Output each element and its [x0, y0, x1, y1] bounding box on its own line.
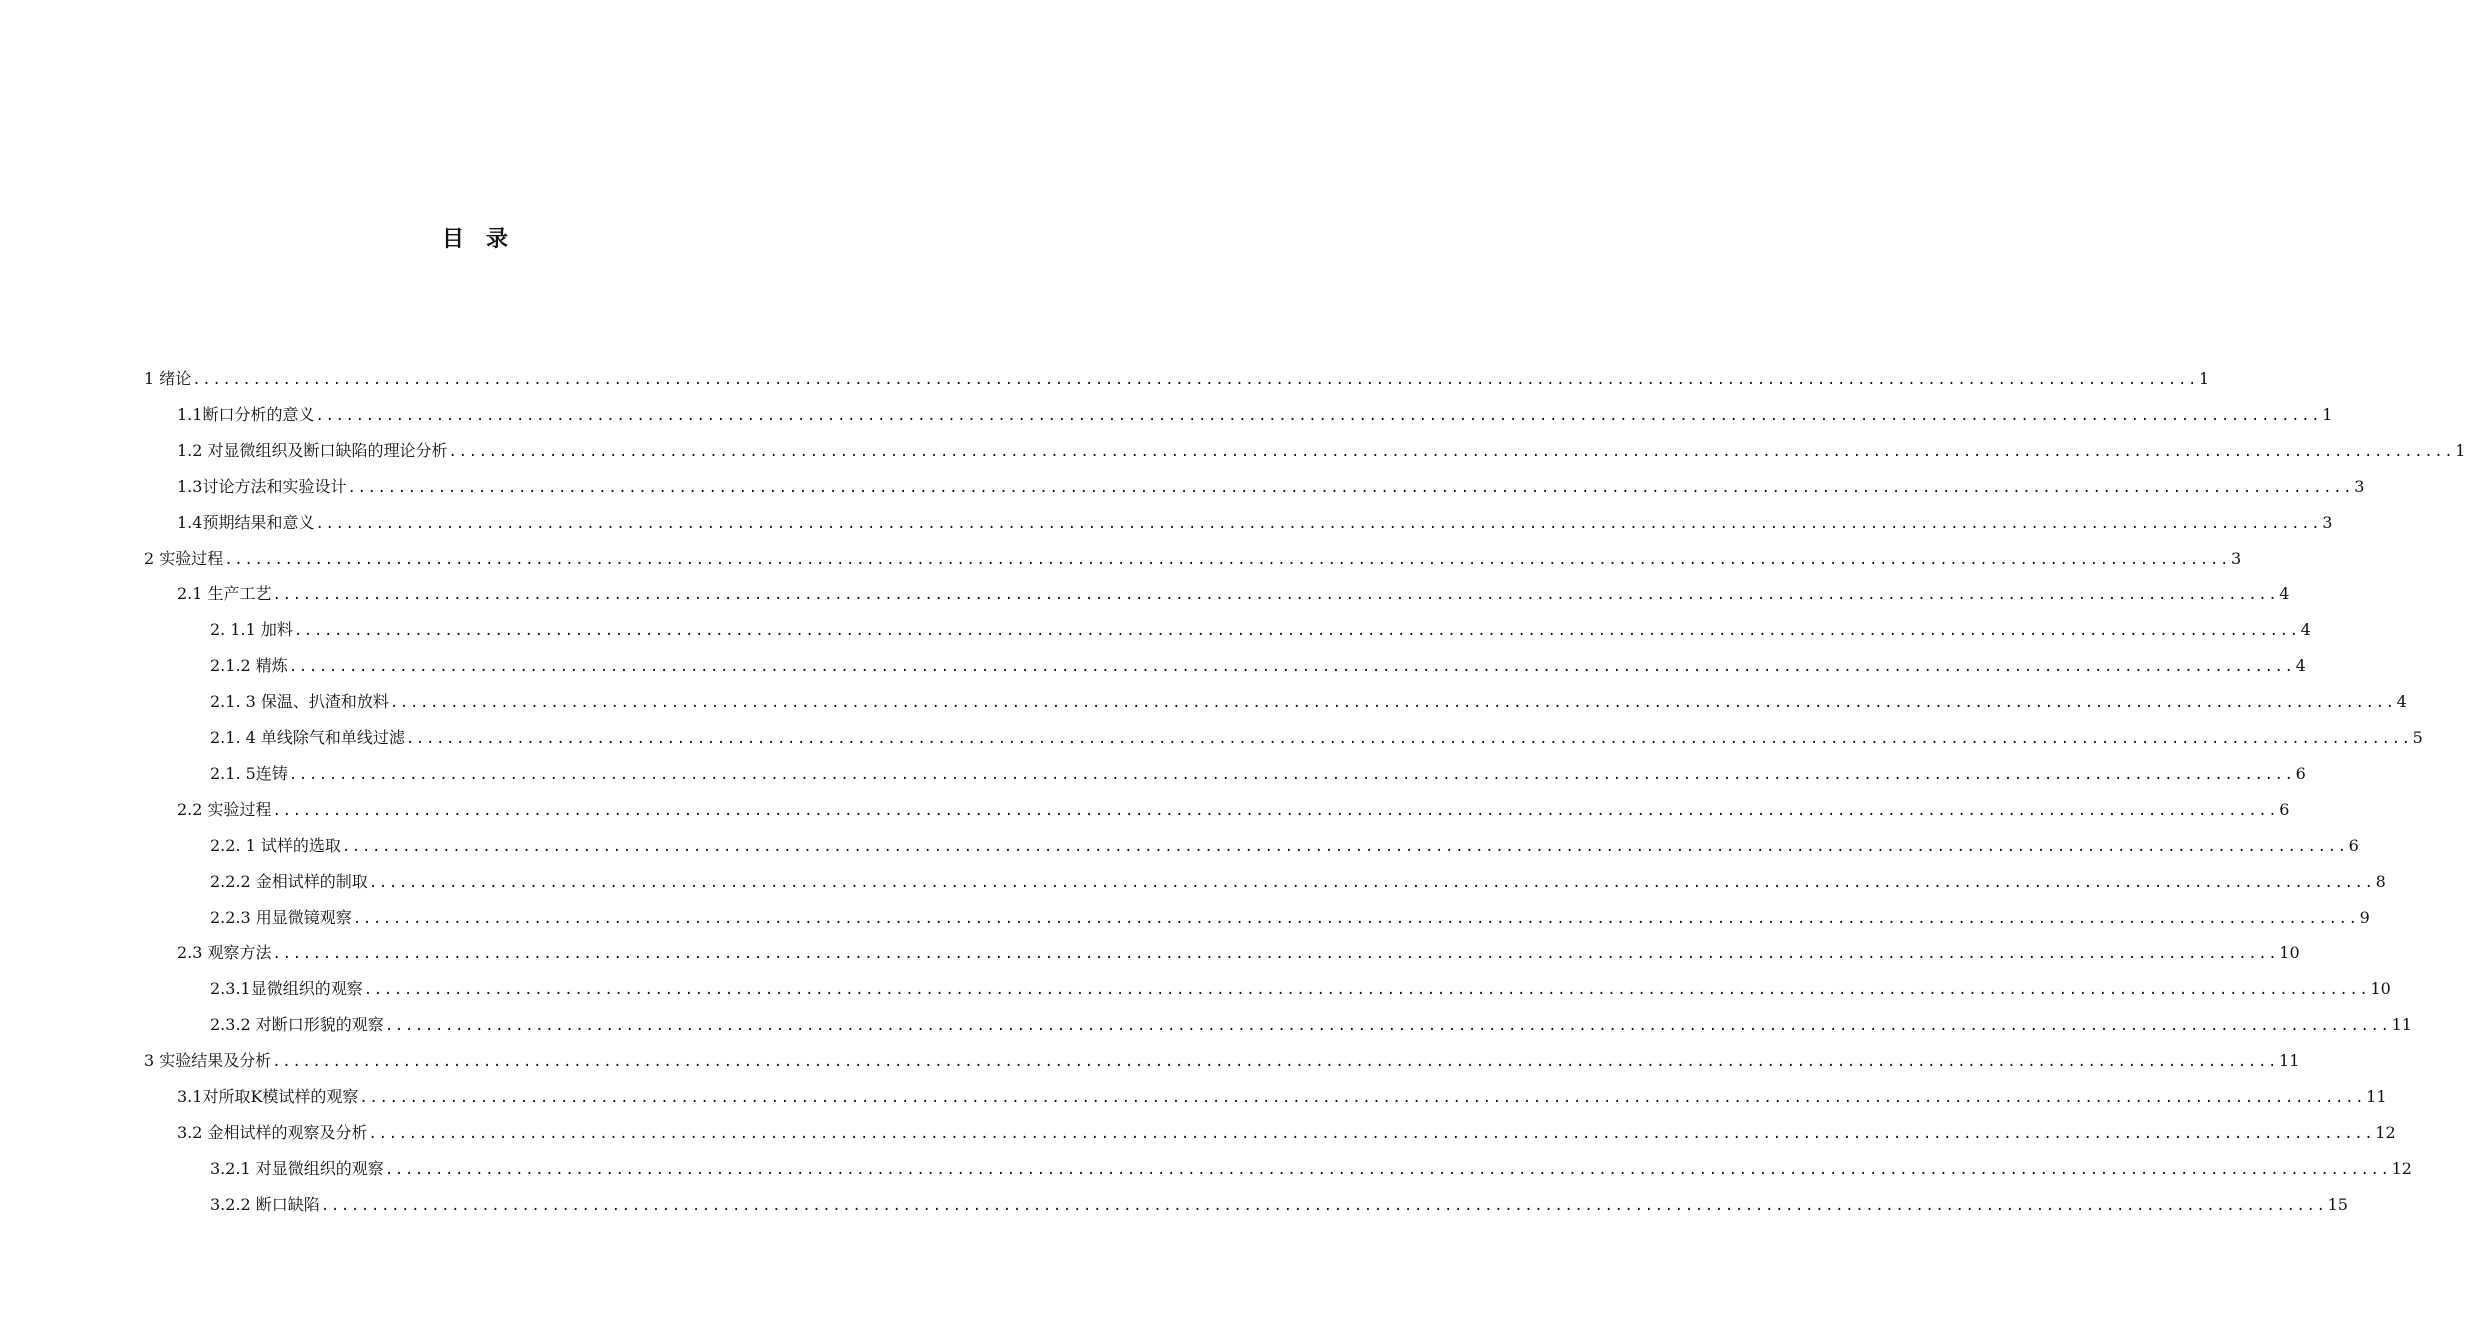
toc-leader-dots: ........................................................................................................................................................................................................ — [384, 1018, 2391, 1035]
toc-page-number: 4 — [2279, 584, 2290, 604]
toc-entry — [210, 763, 2306, 785]
toc-page-number: 12 — [2375, 1122, 2396, 1142]
toc-entry-label: 3.2.1 对显微组织的观察 — [210, 1158, 384, 1178]
toc-leader-dots: ........................................................................................................................................................................................................ — [363, 982, 2370, 999]
toc-entry — [210, 691, 2407, 713]
toc-leader-dots: ........................................................................................................................................................................................................ — [347, 479, 2354, 496]
toc-entry — [210, 655, 2306, 677]
toc-leader-dots: ........................................................................................................................................................................................................ — [272, 587, 2279, 604]
toc-entry — [177, 1122, 2396, 1144]
toc-title: 目 录 — [441, 227, 508, 252]
toc-entry — [177, 404, 2333, 426]
toc-page-number: 1 — [2322, 404, 2333, 424]
toc-entry-label: 1.1断口分析的意义 — [177, 404, 315, 424]
toc-entry — [210, 1014, 2412, 1036]
toc-entry-label: 3.2 金相试样的观察及分析 — [177, 1122, 368, 1142]
toc-page-number: 3 — [2354, 476, 2365, 496]
toc-entry-label: 2.2 实验过程 — [177, 799, 272, 819]
toc-entry — [177, 476, 2365, 498]
toc-entry — [210, 835, 2359, 857]
toc-page-number: 1 — [2455, 440, 2465, 460]
toc-page-number: 15 — [2327, 1194, 2348, 1214]
toc-page-number: 6 — [2348, 835, 2359, 855]
toc-leader-dots: ........................................................................................................................................................................................................ — [288, 659, 2295, 676]
toc-entry — [144, 548, 2242, 570]
toc-leader-dots: ........................................................................................................................................................................................................ — [368, 874, 2375, 891]
toc-entry — [177, 942, 2300, 964]
toc-page-number: 11 — [2279, 1051, 2300, 1071]
toc-entry — [177, 512, 2333, 534]
toc-entry-label: 3.2.2 断口缺陷 — [210, 1194, 320, 1214]
toc-entry-label: 2.2. 1 试样的选取 — [210, 835, 341, 855]
toc-page-number: 3 — [2322, 512, 2333, 532]
toc-entry — [177, 583, 2290, 605]
toc-entry — [177, 799, 2290, 821]
toc-page-number: 11 — [2366, 1087, 2387, 1106]
toc-page-number: 8 — [2375, 871, 2386, 891]
toc-entry — [210, 1158, 2412, 1180]
toc-page-number: 10 — [2279, 943, 2300, 963]
toc-entry-label: 2.1 生产工艺 — [177, 584, 272, 604]
toc-leader-dots: ........................................................................................................................................................................................................ — [272, 946, 2279, 963]
toc-page-number: 4 — [2396, 692, 2407, 712]
toc-entry-label: 1.2 对显微组织及断口缺陷的理论分析 — [177, 440, 448, 460]
toc-entry-label: 2.1.2 精炼 — [210, 656, 288, 676]
toc-entry — [210, 907, 2370, 929]
toc-leader-dots: ........................................................................................................................................................................................................ — [368, 1125, 2375, 1142]
toc-entry — [177, 440, 2465, 462]
toc-page-number: 6 — [2295, 763, 2306, 783]
toc-entry-label: 1 绪论 — [144, 369, 192, 388]
toc-entry — [210, 1194, 2348, 1216]
toc-leader-dots: ........................................................................................................................................................................................................ — [192, 372, 2199, 388]
toc-entry-label: 1.3讨论方法和实验设计 — [177, 476, 347, 496]
toc-entry-label: 1.4预期结果和意义 — [177, 512, 315, 532]
toc-page-number: 10 — [2370, 979, 2391, 999]
toc-leader-dots: ........................................................................................................................................................................................................ — [359, 1090, 2366, 1106]
toc-leader-dots: ........................................................................................................................................................................................................ — [341, 838, 2348, 855]
toc-page-number: 11 — [2391, 1015, 2412, 1035]
toc-page-number: 12 — [2391, 1158, 2412, 1178]
toc-entry-label: 3 实验结果及分析 — [144, 1051, 272, 1071]
toc-page-number: 1 — [2199, 369, 2210, 388]
toc-leader-dots: ........................................................................................................................................................................................................ — [272, 802, 2279, 819]
toc-entry-label: 2.2.3 用显微镜观察 — [210, 907, 352, 927]
toc-leader-dots: ........................................................................................................................................................................................................ — [389, 695, 2396, 712]
toc-entry — [210, 727, 2423, 749]
toc-leader-dots: ........................................................................................................................................................................................................ — [315, 407, 2322, 424]
toc-page-number: 9 — [2359, 907, 2370, 927]
toc-leader-dots: ........................................................................................................................................................................................................ — [272, 1054, 2279, 1071]
toc-entry-label: 3.1对所取K模试样的观察 — [177, 1087, 359, 1106]
toc-leader-dots: ........................................................................................................................................................................................................ — [288, 766, 2295, 783]
toc-entry-label: 2.3.2 对断口形貌的观察 — [210, 1015, 384, 1035]
toc-entry-label: 2.1. 5连铸 — [210, 763, 288, 783]
toc-page-number: 4 — [2295, 656, 2306, 676]
toc-entry-label: 2.2.2 金相试样的制取 — [210, 871, 368, 891]
toc-entry — [144, 1050, 2300, 1072]
toc-entry — [144, 368, 2210, 390]
toc-entry-label: 2. 1.1 加料 — [210, 620, 293, 640]
toc-leader-dots: ........................................................................................................................................................................................................ — [315, 515, 2322, 532]
toc-entry — [177, 1086, 2387, 1108]
toc-leader-dots: ........................................................................................................................................................................................................ — [224, 551, 2231, 568]
toc-entry — [210, 978, 2391, 1000]
toc-entry — [210, 871, 2386, 893]
toc-entry-label: 2.1. 4 单线除气和单线过滤 — [210, 728, 405, 747]
toc-entry-label: 2 实验过程 — [144, 548, 224, 568]
toc-leader-dots: ........................................................................................................................................................................................................ — [293, 623, 2300, 640]
toc-page-number: 3 — [2231, 548, 2242, 568]
toc-leader-dots: ........................................................................................................................................................................................................ — [352, 910, 2359, 927]
toc-entry-label: 2.1. 3 保温、扒渣和放料 — [210, 692, 389, 712]
toc-leader-dots: ........................................................................................................................................................................................................ — [405, 731, 2412, 747]
toc-entry — [210, 619, 2311, 641]
toc-entry-label: 2.3.1显微组织的观察 — [210, 979, 363, 999]
toc-leader-dots: ........................................................................................................................................................................................................ — [320, 1197, 2327, 1214]
toc-page-number: 6 — [2279, 799, 2290, 819]
toc-leader-dots: ........................................................................................................................................................................................................ — [384, 1161, 2391, 1178]
toc-page-number: 4 — [2300, 620, 2311, 640]
toc-entry-label: 2.3 观察方法 — [177, 943, 272, 963]
toc-page-number: 5 — [2412, 728, 2423, 747]
toc-leader-dots: ........................................................................................................................................................................................................ — [448, 443, 2455, 460]
